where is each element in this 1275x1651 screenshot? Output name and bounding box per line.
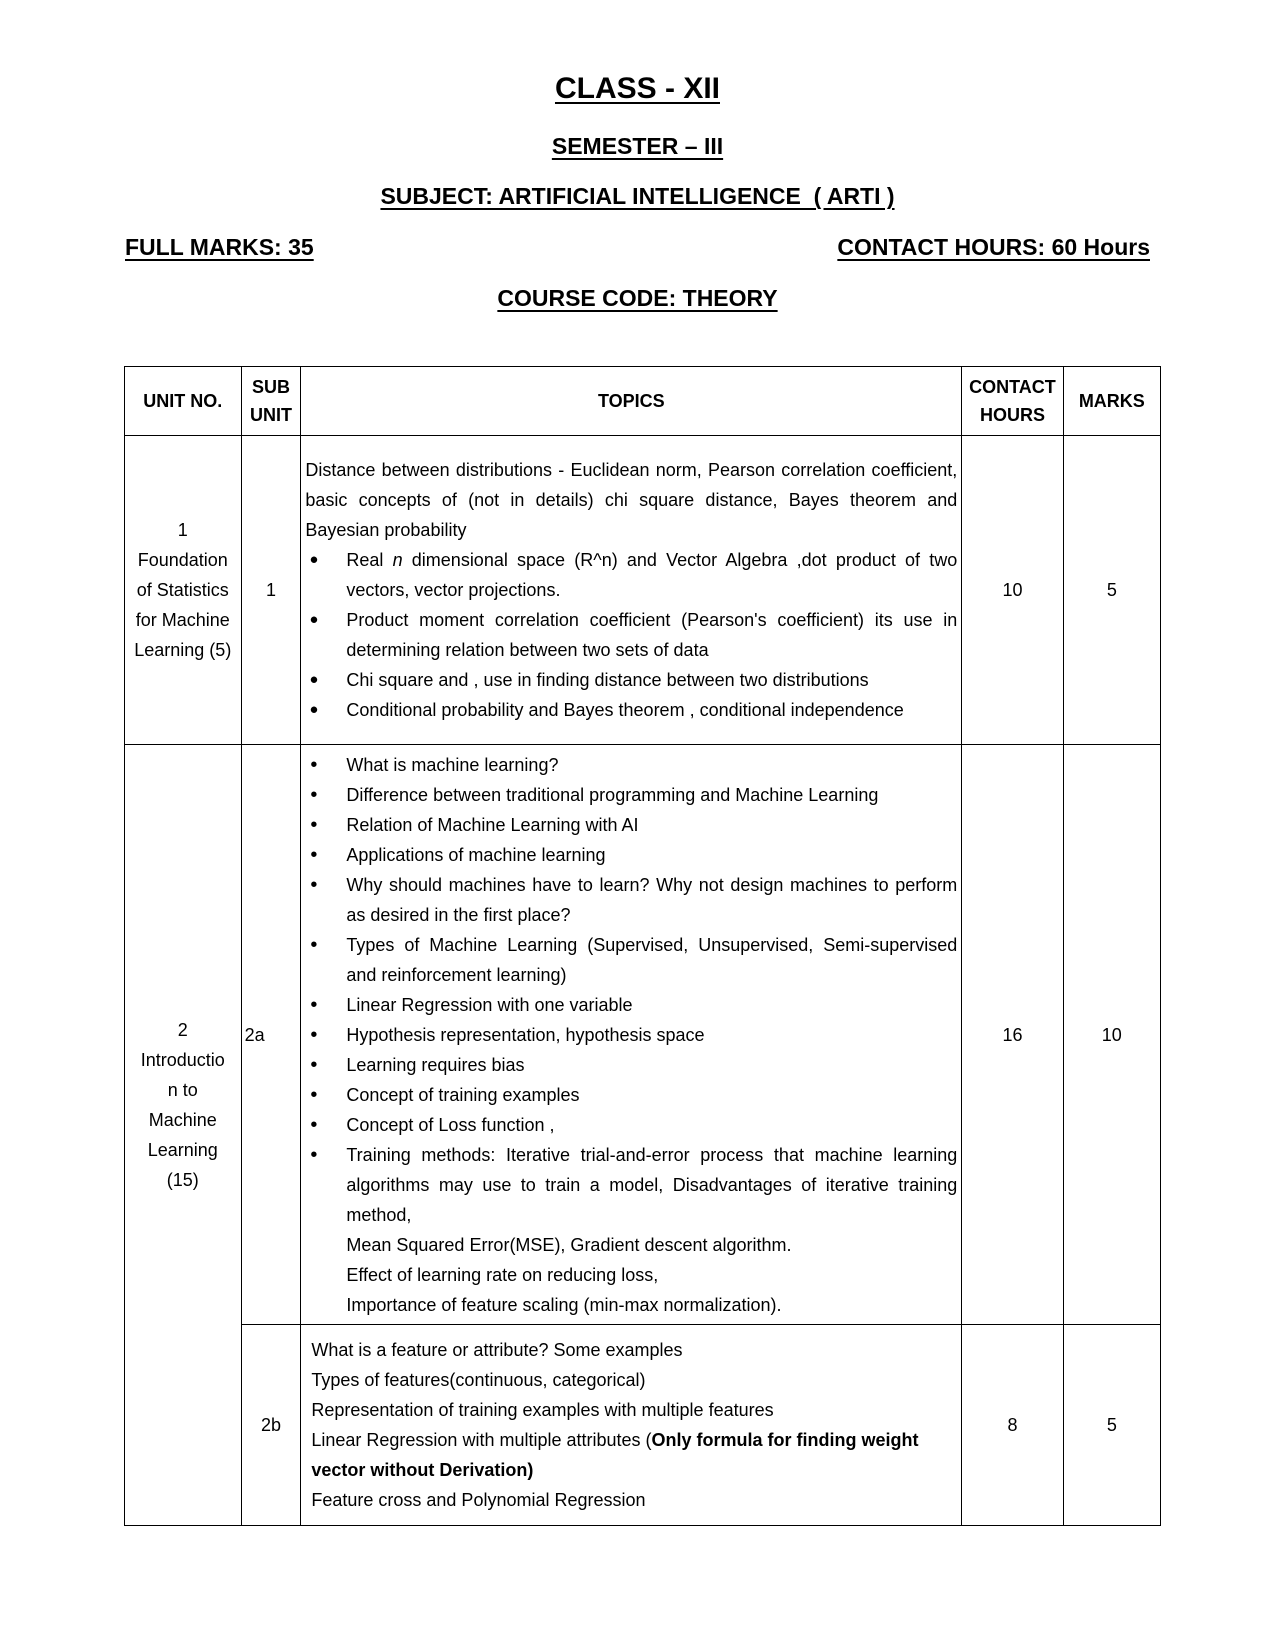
unit2a-extra-line: Effect of learning rate on reducing loss, — [346, 1264, 659, 1285]
unit2b-line — [311, 1425, 955, 1485]
list-item: ● Chi square and , use in finding distance between two distributions — [305, 665, 957, 695]
unit2-name-line: Machine — [148, 1110, 217, 1130]
unit2b-line: Feature cross and Polynomial Regression — [311, 1490, 646, 1510]
list-item: • Hypothesis representation, hypothesis space — [305, 1020, 957, 1050]
header-marks: MARKS — [1063, 367, 1160, 436]
bullet1-text-a: Real — [346, 550, 393, 570]
bullet1-italic-n: n — [392, 550, 403, 570]
list-item: • Linear Regression with one variable — [305, 990, 957, 1020]
header-contact-hours — [962, 367, 1063, 436]
list-item: • Learning requires bias — [305, 1050, 957, 1080]
header-sub-unit — [241, 367, 301, 436]
list-item: • Relation of Machine Learning with AI — [305, 810, 957, 840]
unit2b-line: Types of features(continuous, categorical) — [311, 1370, 646, 1390]
header-row — [125, 367, 1161, 436]
list-item — [305, 545, 957, 605]
course-code: COURSE CODE: THEORY — [497, 285, 778, 311]
unit1-name-line: Learning (5) — [134, 640, 232, 660]
unit1-intro: Distance between distributions - Euclidean norm, Pearson correlation coefficient, basic concepts of (not in details) chi square distance, Bayes theorem and Bayesian probability — [305, 460, 958, 540]
unit2b-marks-cell: 5 — [1063, 1325, 1160, 1526]
full-marks: FULL MARKS: 35 — [125, 234, 314, 260]
unit2-name-cell — [125, 745, 242, 1526]
unit2b-sub-cell: 2b — [241, 1325, 301, 1526]
list-item: • Concept of Loss function , — [305, 1110, 957, 1140]
unit2a-marks-cell: 10 — [1063, 745, 1160, 1325]
table-row — [125, 1325, 1161, 1526]
unit1-name-cell — [125, 436, 242, 745]
unit2a-sub-cell: 2a — [241, 745, 301, 1325]
unit2a-extra-line: Mean Squared Error(MSE), Gradient descent algorithm. — [346, 1234, 792, 1255]
list-item: ● Product moment correlation coefficient (Pearson's coefficient) its use in determining relation between two sets of data — [305, 605, 957, 665]
unit1-num: 1 — [177, 520, 188, 540]
syllabus-table — [124, 366, 1161, 1526]
list-item: • Why should machines have to learn? Why not design machines to perform as desired in the first place? — [305, 870, 957, 930]
unit2b-line4-regular: Linear Regression with multiple attributes ( — [311, 1430, 652, 1450]
unit2b-topics-cell — [301, 1325, 962, 1526]
unit2a-hours-cell: 16 — [962, 745, 1063, 1325]
unit2-name-line: Learning — [147, 1140, 218, 1160]
unit2b-line4-bold: Only formula for finding weight vector without Derivation) — [311, 1430, 919, 1480]
header-unit-no: UNIT NO. — [125, 367, 242, 436]
unit2b-line: What is a feature or attribute? Some examples — [311, 1340, 683, 1360]
contact-hours-total: CONTACT HOURS: 60 Hours — [837, 234, 1150, 260]
header-contact-line1: CONTACT — [969, 377, 1056, 397]
list-item: ● Conditional probability and Bayes theorem , conditional independence — [305, 695, 957, 725]
list-item: • Concept of training examples — [305, 1080, 957, 1110]
unit2-name-line: Introductio — [140, 1050, 225, 1070]
unit2-name-line: n to — [167, 1080, 198, 1100]
list-item: • Applications of machine learning — [305, 840, 957, 870]
header-topics: TOPICS — [301, 367, 962, 436]
semester-title: SEMESTER – III — [551, 133, 724, 159]
class-title: CLASS - XII — [554, 72, 720, 105]
unit1-hours-cell: 10 — [962, 436, 1063, 745]
header-sub-unit-line2: UNIT — [249, 405, 292, 425]
unit2-name-line: (15) — [166, 1170, 199, 1190]
unit1-name-line: for Machine — [135, 610, 230, 630]
unit2b-hours-cell: 8 — [962, 1325, 1063, 1526]
list-item: • Types of Machine Learning (Supervised, Unsupervised, Semi-supervised and reinforcement learning) — [305, 930, 957, 990]
header-sub-unit-line1: SUB — [251, 377, 290, 397]
list-item: • Training methods: Iterative trial-and-error process that machine learning algorithms may use to train a model, Disadvantages of iterative training method, — [305, 1140, 957, 1230]
header-contact-line2: HOURS — [979, 405, 1045, 425]
unit1-topics-cell — [301, 436, 962, 745]
unit2a-bullet-list — [305, 750, 957, 1230]
bullet1-text-b: dimensional space (R^n) and Vector Algebra ,dot product of two vectors, vector projections. — [346, 550, 958, 600]
subject-title: SUBJECT: ARTIFICIAL INTELLIGENCE ( ARTI ) — [380, 183, 895, 209]
table-row — [125, 436, 1161, 745]
unit2a-topics-cell — [301, 745, 962, 1325]
unit1-name-line: of Statistics — [136, 580, 229, 600]
unit2-num: 2 — [177, 1020, 188, 1040]
unit1-marks-cell: 5 — [1063, 436, 1160, 745]
list-item: • Difference between traditional programming and Machine Learning — [305, 780, 957, 810]
unit1-sub-cell: 1 — [241, 436, 301, 745]
unit2a-extra-line: Importance of feature scaling (min-max normalization). — [346, 1294, 782, 1315]
table-row — [125, 745, 1161, 1325]
unit1-name-line: Foundation — [137, 550, 228, 570]
unit2b-line: Representation of training examples with multiple features — [311, 1400, 774, 1420]
unit1-bullet-list — [305, 545, 957, 725]
list-item: • What is machine learning? — [305, 750, 957, 780]
